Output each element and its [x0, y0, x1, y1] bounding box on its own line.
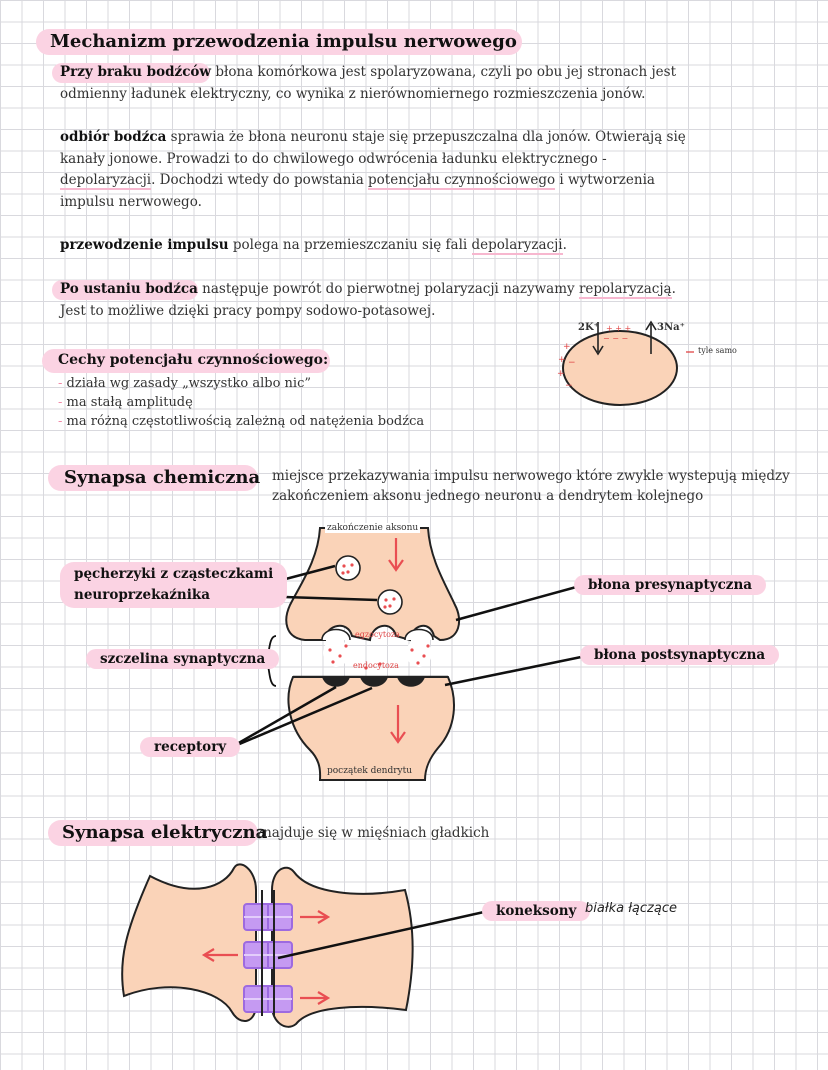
p1-text-2: odmienny ładunek elektryczny, co wynika z nierównomiernego rozmieszczenia jonów. — [60, 85, 646, 102]
cell-right — [272, 868, 413, 1027]
minus-charges: − − − — [603, 334, 629, 343]
postsyn-pointer — [445, 656, 586, 685]
feature-item: - działa wg zasady „wszystko albo nic” — [58, 376, 312, 391]
axon-end-label: zakończenie aksonu — [327, 523, 419, 533]
p2-text-4: i wytworzenia — [555, 172, 655, 188]
chem-description: miejsce przekazywania impulsu nerwowego które zwykle wystepują między zakończeniem aksonu jednego neuronu a dendrytem kolejnego — [272, 468, 790, 504]
feature-item: - ma różną częstotliwością zależną od natężenia bodźca — [58, 414, 425, 429]
svg-text:+: + — [563, 342, 571, 352]
p2-text-2: kanały jonowe. Prowadzi to do chwilowego odwrócenia ładunku elektrycznego - — [60, 150, 607, 167]
svg-text:−: − — [568, 358, 576, 368]
cleft-label: szczelina synaptyczna — [86, 649, 279, 669]
presyn-label: błona presynaptyczna — [574, 575, 766, 595]
receptors-label: receptory — [140, 737, 240, 757]
p2-text-1: sprawia że błona neuronu staje się przepuszczalna dla jonów. Otwierają się — [166, 129, 686, 145]
cell-left — [122, 864, 256, 1021]
p2-bold: odbiór bodźca — [60, 129, 167, 145]
vesicle-2 — [378, 590, 402, 614]
p2-text-3: . Dochodzi wtedy do powstania — [151, 172, 369, 188]
p4-text-2: Jest to możliwe dzięki pracy pompy sodowo-potasowej. — [60, 302, 436, 319]
connexons-label: koneksony — [482, 901, 590, 921]
elec-heading: Synapsa elektryczna — [62, 822, 268, 843]
svg-text:−: − — [565, 381, 573, 391]
elec-description: znajduje się w mięśniach gładkich — [256, 825, 490, 841]
dendrite-start-label: początek dendrytu — [327, 766, 413, 776]
p1-text-1: błona komórkowa jest spolaryzowana, czyli po obu jej stronach jest — [211, 64, 676, 80]
exocytosis-label: egzocytoza — [355, 630, 400, 639]
na-label: 3Na⁺ — [657, 322, 685, 333]
plus-charges: + + + — [606, 324, 632, 333]
vesicles-label: pęcherzyki z cząsteczkami neuroprzekaźnika — [60, 562, 287, 608]
page-title: Mechanizm przewodzenia impulsu nerwowego — [50, 31, 517, 52]
p1-bold: Przy braku bodźców — [60, 64, 212, 80]
presynaptic-terminal — [286, 528, 459, 640]
p4-underline: repolaryzacją — [578, 281, 672, 297]
postsyn-label: błona postsynaptyczna — [580, 645, 779, 665]
endocytosis-label: endocytoza — [353, 661, 399, 670]
p3-underline: depolaryzacji — [471, 237, 563, 253]
k-label: 2K⁺ — [578, 322, 599, 333]
features-heading: Cechy potencjału czynnościowego: — [58, 352, 329, 368]
postsynaptic-dendrite — [288, 677, 454, 780]
connexon-3 — [244, 986, 292, 1012]
p2-underline-action-potential: potencjału czynnościowego — [368, 172, 556, 188]
same-note: tyle samo — [698, 346, 737, 355]
connexon-2 — [244, 942, 292, 968]
p2-text-5: impulsu nerwowego. — [60, 193, 202, 210]
svg-text:+: + — [558, 355, 566, 365]
p4-bold: Po ustaniu bodźca — [60, 281, 198, 297]
p3-end: . — [562, 237, 567, 253]
vesicle-1 — [336, 556, 360, 580]
feature-item: - ma stałą amplitudę — [58, 395, 193, 410]
p4-text: następuje powrót do pierwotnej polaryzacji nazywamy — [197, 281, 579, 297]
p2-underline-depolarization: depolaryzacji — [60, 172, 152, 188]
svg-text:+: + — [557, 369, 565, 379]
p3-bold: przewodzenie impulsu — [60, 237, 229, 253]
handwritten-note: białka łączące — [585, 901, 677, 916]
connexon-1 — [244, 904, 292, 930]
p3-text: polega na przemieszczaniu się fali — [228, 237, 472, 253]
chem-heading: Synapsa chemiczna — [64, 467, 261, 488]
presyn-pointer — [456, 586, 580, 620]
p4-end: . — [671, 281, 676, 297]
